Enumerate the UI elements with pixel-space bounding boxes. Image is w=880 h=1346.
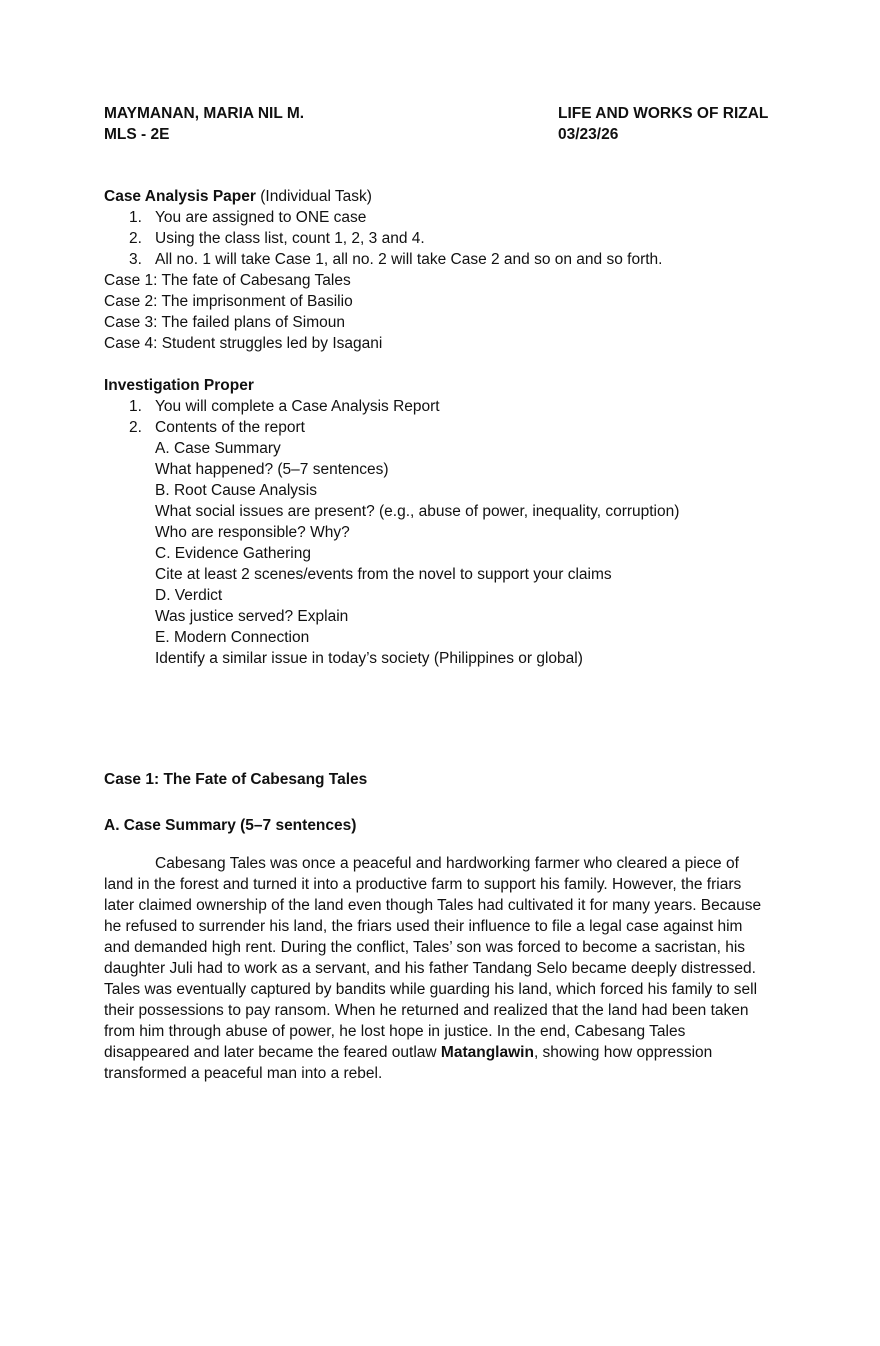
- case-line: Case 2: The imprisonment of Basilio: [104, 293, 353, 310]
- list-number: 1.: [129, 209, 142, 226]
- list-text: Contents of the report: [155, 419, 305, 436]
- content-item: What social issues are present? (e.g., abuse of power, inequality, corruption): [155, 503, 680, 520]
- paragraph-line: he refused to surrender his land, the friars used their influence to file a legal case against him: [104, 918, 743, 935]
- paragraph-line: transformed a peaceful man into a rebel.: [104, 1065, 383, 1082]
- list-number: 3.: [129, 251, 142, 268]
- investigation-title: Investigation Proper: [104, 377, 254, 394]
- paragraph-line: and demanded high rent. During the conflict, Tales’ son was forced to become a sacristan, his: [104, 939, 746, 956]
- student-section: MLS - 2E: [104, 126, 170, 143]
- instructions-title: [104, 186, 662, 207]
- list-text: You will complete a Case Analysis Report: [155, 398, 440, 415]
- content-item: Was justice served? Explain: [155, 608, 349, 625]
- content-item: B. Root Cause Analysis: [155, 482, 317, 499]
- course-info: [558, 103, 768, 145]
- paragraph-line: their possessions to pay ransom. When he returned and realized that the land had been taken: [104, 1002, 749, 1019]
- course-title: LIFE AND WORKS OF RIZAL: [558, 105, 769, 122]
- paragraph-line: [104, 1042, 761, 1063]
- case-line: Case 3: The failed plans of Simoun: [104, 314, 345, 331]
- paragraph-line: later claimed ownership of the land even though Tales had cultivated it for many years. Because: [104, 897, 762, 914]
- case-summary-paragraph: [104, 853, 761, 1084]
- paragraph-line: Tales was eventually captured by bandits while guarding his land, which forced his family to sell: [104, 981, 758, 998]
- list-text: All no. 1 will take Case 1, all no. 2 will take Case 2 and so on and so forth.: [155, 251, 663, 268]
- content-item: Identify a similar issue in today’s society (Philippines or global): [155, 650, 583, 667]
- student-name: MAYMANAN, MARIA NIL M.: [104, 105, 305, 122]
- paragraph-line: land in the forest and turned it into a productive farm to support his family. However, the friars: [104, 876, 742, 893]
- line-text: disappeared and later became the feared outlaw: [104, 1044, 441, 1061]
- content-item: Who are responsible? Why?: [155, 524, 350, 541]
- list-text: You are assigned to ONE case: [155, 209, 367, 226]
- line-text: , showing how oppression: [533, 1044, 713, 1061]
- list-number: 2.: [129, 419, 142, 436]
- content-item: What happened? (5–7 sentences): [155, 461, 389, 478]
- list-item: [104, 396, 679, 417]
- case-line: Case 1: The fate of Cabesang Tales: [104, 272, 351, 289]
- case-title: Case 1: The Fate of Cabesang Tales: [104, 771, 368, 788]
- content-item: Cite at least 2 scenes/events from the novel to support your claims: [155, 566, 612, 583]
- paragraph-line: daughter Juli had to work as a servant, and his father Tandang Selo became deeply distressed.: [104, 960, 756, 977]
- list-item: [104, 228, 662, 249]
- student-info: [104, 103, 304, 145]
- paragraph-line: from him through abuse of power, he lost hope in justice. In the end, Cabesang Tales: [104, 1023, 686, 1040]
- content-item: D. Verdict: [155, 587, 223, 604]
- summary-heading: A. Case Summary (5–7 sentences): [104, 817, 357, 834]
- list-item: [104, 207, 662, 228]
- list-item: [104, 249, 662, 270]
- content-item: A. Case Summary: [155, 440, 281, 457]
- list-number: 2.: [129, 230, 142, 247]
- investigation-section: [104, 375, 679, 669]
- outlaw-name: Matanglawin: [440, 1044, 534, 1061]
- date: 03/23/26: [558, 126, 619, 143]
- title-bold: Case Analysis Paper: [104, 188, 256, 205]
- content-item: C. Evidence Gathering: [155, 545, 311, 562]
- list-item: [104, 417, 679, 438]
- list-number: 1.: [129, 398, 142, 415]
- paragraph-line: Cabesang Tales was once a peaceful and hardworking farmer who cleared a piece of: [155, 855, 739, 872]
- case-line: Case 4: Student struggles led by Isagani: [104, 335, 383, 352]
- title-rest: (Individual Task): [255, 188, 372, 205]
- instructions-section: [104, 186, 662, 354]
- list-text: Using the class list, count 1, 2, 3 and 4.: [155, 230, 425, 247]
- content-item: E. Modern Connection: [155, 629, 310, 646]
